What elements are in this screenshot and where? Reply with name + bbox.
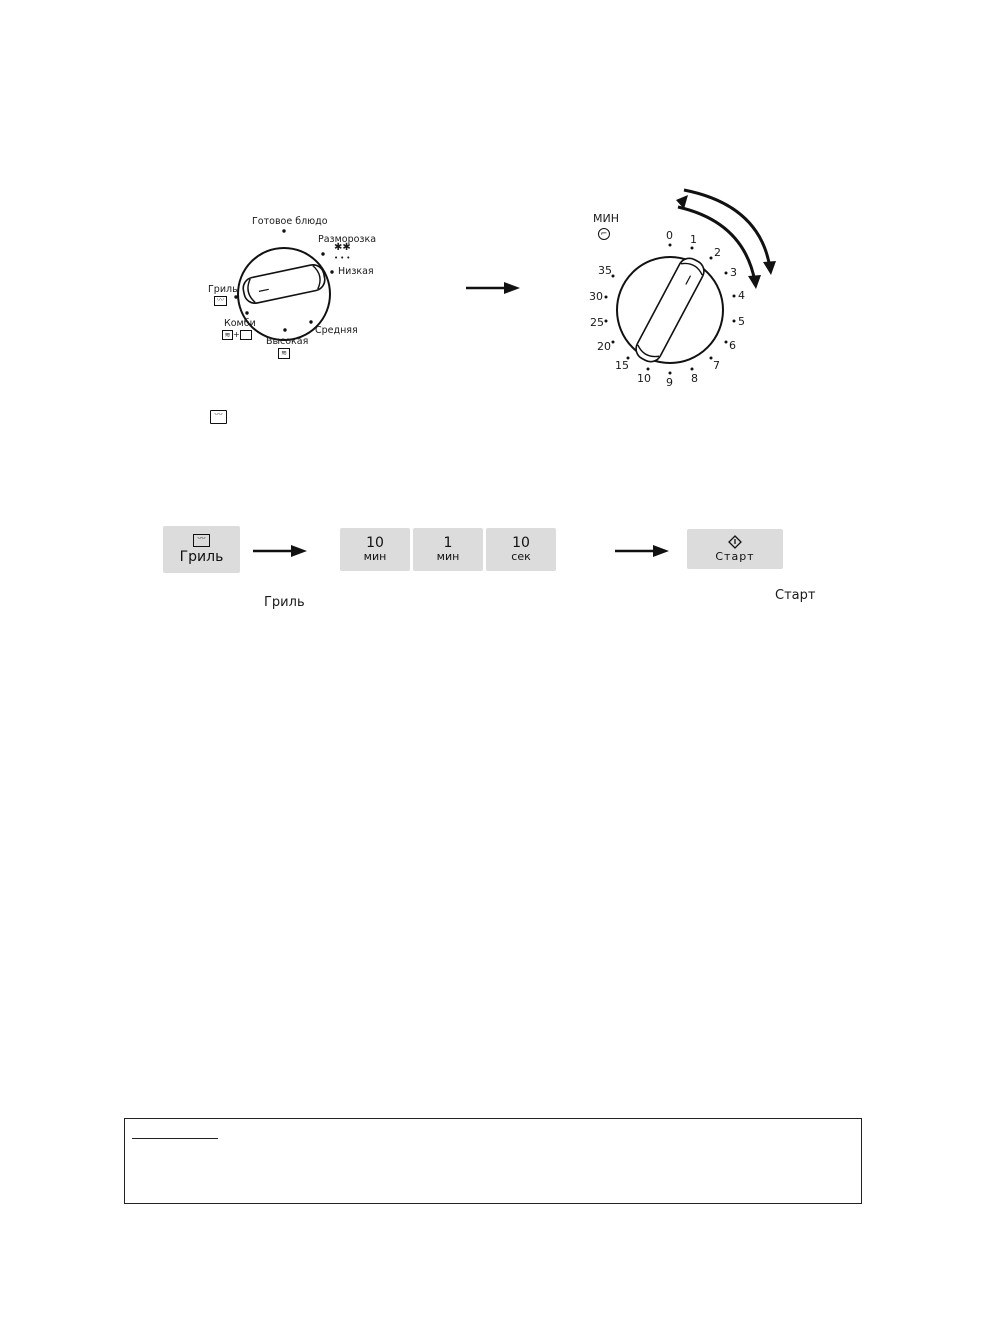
microwave-icon: ≋ bbox=[278, 348, 290, 359]
time-button-10sec[interactable] bbox=[486, 528, 556, 571]
time-button-value: 10 bbox=[366, 535, 384, 551]
time-button-10min[interactable] bbox=[340, 528, 410, 571]
dot-low bbox=[330, 270, 333, 273]
grill-button-label: Гриль bbox=[179, 549, 224, 565]
time-button-unit: мин bbox=[363, 550, 387, 563]
grill-icon: 〰 bbox=[193, 534, 210, 547]
combi-icon: ≋ + bbox=[222, 330, 252, 340]
tick-25: 25 bbox=[590, 316, 604, 329]
clock-icon: ⌐ bbox=[598, 228, 610, 240]
tick-2: 2 bbox=[714, 246, 721, 259]
start-button-label: Старт bbox=[715, 550, 755, 563]
mode-label-ready: Готовое блюдо bbox=[252, 216, 328, 227]
tick-3: 3 bbox=[730, 266, 737, 279]
mode-label-combi: Комби bbox=[224, 318, 256, 329]
time-button-value: 10 bbox=[512, 535, 530, 551]
note-heading-underline bbox=[132, 1138, 218, 1139]
start-button[interactable] bbox=[687, 529, 783, 569]
caption-grill: Гриль bbox=[264, 595, 305, 610]
tick-10: 10 bbox=[637, 372, 651, 385]
tick-1: 1 bbox=[690, 233, 697, 246]
grill-button[interactable] bbox=[163, 526, 240, 573]
mode-label-medium: Средняя bbox=[315, 325, 358, 336]
note-box bbox=[124, 1118, 862, 1204]
dot-high bbox=[283, 328, 286, 331]
time-button-1min[interactable] bbox=[413, 528, 483, 571]
tick-9: 9 bbox=[666, 376, 673, 389]
tick-6: 6 bbox=[729, 339, 736, 352]
grill-icon: 〰 bbox=[214, 296, 227, 306]
tick-5: 5 bbox=[738, 315, 745, 328]
mode-label-high: Высокая bbox=[266, 336, 309, 347]
arrow-right-icon bbox=[613, 543, 671, 559]
tick-35: 35 bbox=[598, 264, 612, 277]
dot-ready bbox=[282, 229, 285, 232]
dot-defrost bbox=[321, 252, 324, 255]
dot-grill bbox=[234, 295, 237, 298]
dot-medium bbox=[309, 320, 312, 323]
time-button-unit: мин bbox=[436, 550, 460, 563]
time-button-value: 1 bbox=[443, 535, 453, 551]
tick-30: 30 bbox=[589, 290, 603, 303]
caption-start: Старт bbox=[775, 588, 816, 603]
dot-combi bbox=[245, 311, 248, 314]
time-button-unit: сек bbox=[511, 550, 531, 563]
snowflake-icon: ✱✱ ••• bbox=[334, 242, 353, 262]
start-icon bbox=[728, 535, 742, 549]
timer-unit-label: МИН bbox=[593, 212, 619, 225]
arrow-right-icon bbox=[464, 280, 522, 296]
tick-20: 20 bbox=[597, 340, 611, 353]
tick-7: 7 bbox=[713, 359, 720, 372]
tick-0: 0 bbox=[666, 229, 673, 242]
tick-8: 8 bbox=[691, 372, 698, 385]
mode-label-grill: Гриль bbox=[208, 284, 238, 295]
tick-15: 15 bbox=[615, 359, 629, 372]
mode-label-defrost: Разморозка bbox=[318, 234, 377, 245]
arrow-right-icon bbox=[251, 543, 309, 559]
tick-4: 4 bbox=[738, 289, 745, 302]
mode-label-low: Низкая bbox=[338, 266, 374, 277]
grill-icon: 〰 bbox=[210, 410, 227, 424]
